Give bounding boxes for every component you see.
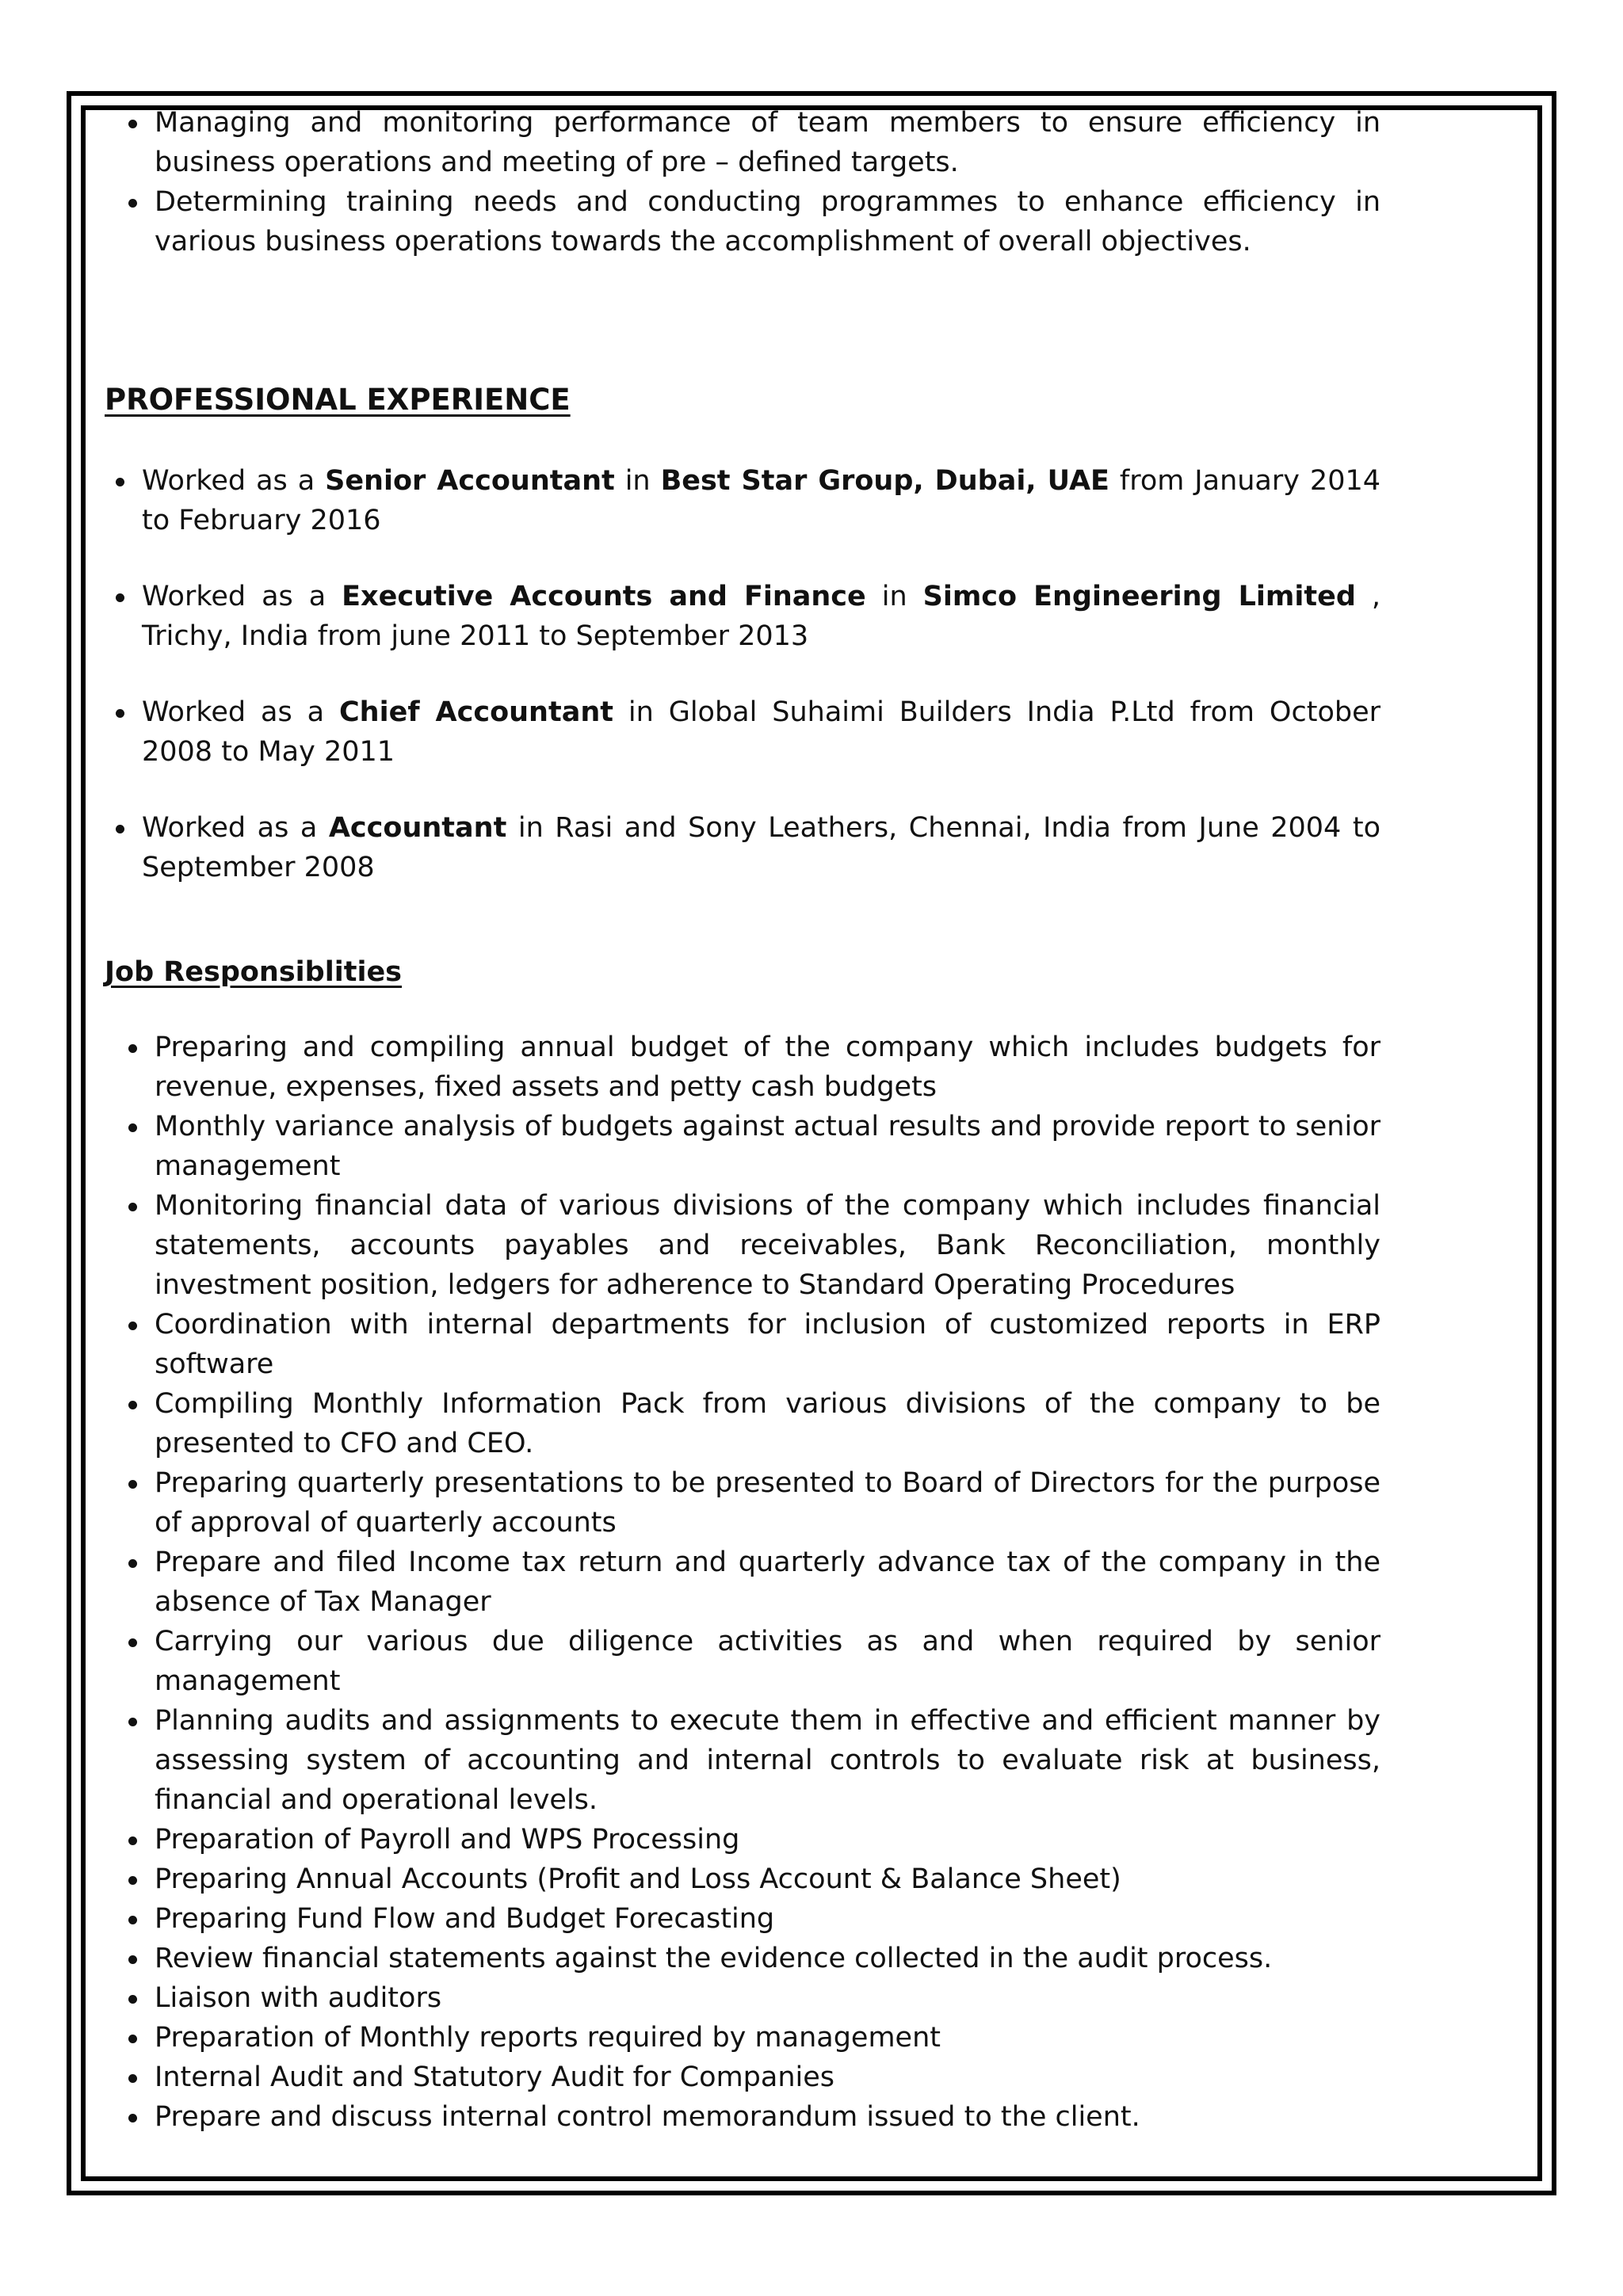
list-item: Planning audits and assignments to execute them in effective and efficient manner by assessing system of accounting and internal controls to evaluate risk at business, financial and operational levels. — [105, 1701, 1381, 1820]
experience-role: Executive Accounts and Finance — [342, 581, 866, 612]
experience-item — [105, 461, 1381, 540]
list-item: Carrying our various due diligence activities as and when required by senior management — [105, 1622, 1381, 1701]
professional-experience-heading: PROFESSIONAL EXPERIENCE — [105, 383, 571, 417]
list-item: Liaison with auditors — [105, 1978, 1381, 2018]
list-item: Coordination with internal departments for inclusion of customized reports in ERP software — [105, 1305, 1381, 1384]
list-item: Preparation of Monthly reports required by management — [105, 2018, 1381, 2058]
responsibilities-list — [105, 1028, 1381, 2137]
experience-prefix: Worked as a — [142, 465, 326, 497]
experience-list — [105, 461, 1381, 887]
list-item: Prepare and filed Income tax return and quarterly advance tax of the company in the absence of Tax Manager — [105, 1543, 1381, 1622]
list-item: Review financial statements against the evidence collected in the audit process. — [105, 1939, 1381, 1978]
list-item: Preparing Fund Flow and Budget Forecasting — [105, 1899, 1381, 1939]
experience-role: Senior Accountant — [325, 465, 615, 497]
list-item: Preparing and compiling annual budget of the company which includes budgets for revenue, expenses, fixed assets and petty cash budgets — [105, 1028, 1381, 1107]
list-item: Determining training needs and conducting programmes to enhance efficiency in various business operations towards the accomplishment of overall objectives. — [105, 182, 1381, 261]
experience-item — [105, 577, 1381, 656]
experience-suffix: from January 2014 to February 2016 — [142, 465, 1381, 536]
list-item: Preparing quarterly presentations to be presented to Board of Directors for the purpose of approval of quarterly accounts — [105, 1463, 1381, 1543]
experience-prefix: Worked as a — [142, 581, 342, 612]
experience-company: Best Star Group, Dubai, UAE — [660, 465, 1109, 497]
experience-suffix: in Global Suhaimi Builders India P.Ltd from October 2008 to May 2011 — [142, 696, 1381, 768]
experience-role: Accountant — [328, 812, 507, 844]
job-responsibilities-heading: Job Responsiblities — [105, 956, 403, 988]
list-item: Monthly variance analysis of budgets against actual results and provide report to senior management — [105, 1107, 1381, 1186]
intro-bullet-list — [105, 103, 1381, 261]
list-item: Prepare and discuss internal control memorandum issued to the client. — [105, 2097, 1381, 2137]
list-item: Compiling Monthly Information Pack from various divisions of the company to be presented to CFO and CEO. — [105, 1384, 1381, 1463]
experience-item — [105, 692, 1381, 772]
experience-role: Chief Accountant — [338, 696, 613, 728]
experience-mid: in — [865, 581, 923, 612]
list-item: Internal Audit and Statutory Audit for Companies — [105, 2058, 1381, 2097]
list-item: Preparation of Payroll and WPS Processing — [105, 1820, 1381, 1859]
experience-prefix: Worked as a — [142, 696, 339, 728]
experience-item — [105, 808, 1381, 887]
experience-company: Simco Engineering Limited — [922, 581, 1356, 612]
list-item: Preparing Annual Accounts (Profit and Loss Account & Balance Sheet) — [105, 1859, 1381, 1899]
experience-mid: in — [614, 465, 661, 497]
resume-content — [105, 103, 1381, 2137]
list-item: Monitoring financial data of various divisions of the company which includes financial statements, accounts payables and receivables, Bank Reconciliation, monthly investment position, ledgers for adherence to Standard Operating Procedures — [105, 1186, 1381, 1305]
experience-suffix: , Trichy, India from june 2011 to September 2013 — [142, 581, 1381, 652]
list-item: Managing and monitoring performance of team members to ensure efficiency in business operations and meeting of pre – defined targets. — [105, 103, 1381, 182]
experience-suffix: in Rasi and Sony Leathers, Chennai, India from June 2004 to September 2008 — [142, 812, 1381, 883]
experience-prefix: Worked as a — [142, 812, 329, 844]
